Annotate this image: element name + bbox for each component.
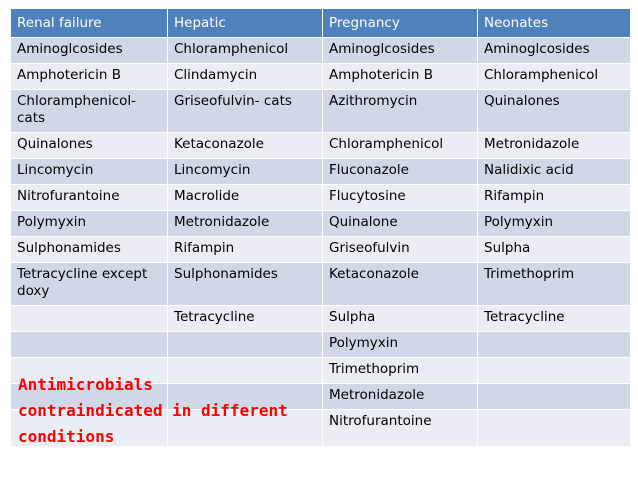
- header-row: [11, 9, 631, 38]
- table-cell: Tetracycline: [478, 306, 631, 332]
- table-row: [11, 133, 631, 159]
- table-cell: [168, 332, 323, 358]
- table-cell: Rifampin: [168, 237, 323, 263]
- table-cell: [11, 306, 168, 332]
- table-cell: Ketaconazole: [168, 133, 323, 159]
- table-cell: Tetracycline except doxy: [11, 263, 168, 306]
- table-row: [11, 38, 631, 64]
- table-cell: Lincomycin: [11, 159, 168, 185]
- table-cell: Azithromycin: [323, 90, 478, 133]
- table-cell: [478, 358, 631, 384]
- table-row: [11, 263, 631, 306]
- table-cell: Amphotericin B: [323, 64, 478, 90]
- table-cell: Flucytosine: [323, 185, 478, 211]
- table-cell: [478, 384, 631, 410]
- table-cell: Aminoglcosides: [323, 38, 478, 64]
- table-cell: Rifampin: [478, 185, 631, 211]
- table-cell: Polymyxin: [323, 332, 478, 358]
- table-cell: Sulphonamides: [11, 237, 168, 263]
- table-cell: Clindamycin: [168, 64, 323, 90]
- table-cell: Griseofulvin: [323, 237, 478, 263]
- table-cell: Nitrofurantoine: [11, 185, 168, 211]
- table-cell: Chloramphenicol: [478, 64, 631, 90]
- table-cell: Sulpha: [478, 237, 631, 263]
- table-cell: Quinalone: [323, 211, 478, 237]
- table-cell: Chloramphenicol-cats: [11, 90, 168, 133]
- table-cell: Chloramphenicol: [323, 133, 478, 159]
- table-cell: Metronidazole: [478, 133, 631, 159]
- table-cell: Polymyxin: [11, 211, 168, 237]
- table-cell: Tetracycline: [168, 306, 323, 332]
- table-cell: Polymyxin: [478, 211, 631, 237]
- table-cell: Fluconazole: [323, 159, 478, 185]
- table-row: [11, 306, 631, 332]
- table-cell: Macrolide: [168, 185, 323, 211]
- table-row: [11, 237, 631, 263]
- header-neonates: Neonates: [478, 9, 631, 38]
- table-cell: [478, 332, 631, 358]
- table-cell: Trimethoprim: [478, 263, 631, 306]
- table-cell: [478, 410, 631, 447]
- table-cell: Metronidazole: [168, 211, 323, 237]
- header-renal-failure: Renal failure: [11, 9, 168, 38]
- table-row: [11, 64, 631, 90]
- table-cell: Nalidixic acid: [478, 159, 631, 185]
- header-pregnancy: Pregnancy: [323, 9, 478, 38]
- table-row: [11, 159, 631, 185]
- table-cell: Aminoglcosides: [478, 38, 631, 64]
- table-cell: Ketaconazole: [323, 263, 478, 306]
- header-hepatic: Hepatic: [168, 9, 323, 38]
- table-cell: Nitrofurantoine: [323, 410, 478, 447]
- table-cell: Trimethoprim: [323, 358, 478, 384]
- table-cell: Aminoglcosides: [11, 38, 168, 64]
- slide-caption: [18, 372, 318, 450]
- table-cell: Chloramphenicol: [168, 38, 323, 64]
- table-row: [11, 185, 631, 211]
- table-cell: Metronidazole: [323, 384, 478, 410]
- table-cell: Quinalones: [478, 90, 631, 133]
- table-row: [11, 90, 631, 133]
- table-cell: Griseofulvin- cats: [168, 90, 323, 133]
- table-row: [11, 211, 631, 237]
- caption-line: Antimicrobials: [18, 375, 153, 394]
- table-cell: Sulpha: [323, 306, 478, 332]
- table-cell: Amphotericin B: [11, 64, 168, 90]
- table-cell: Sulphonamides: [168, 263, 323, 306]
- table-row: [11, 332, 631, 358]
- table-cell: [11, 332, 168, 358]
- caption-line: contraindicated in different: [18, 401, 288, 420]
- caption-line: conditions: [18, 427, 115, 446]
- table-cell: Lincomycin: [168, 159, 323, 185]
- table-cell: Quinalones: [11, 133, 168, 159]
